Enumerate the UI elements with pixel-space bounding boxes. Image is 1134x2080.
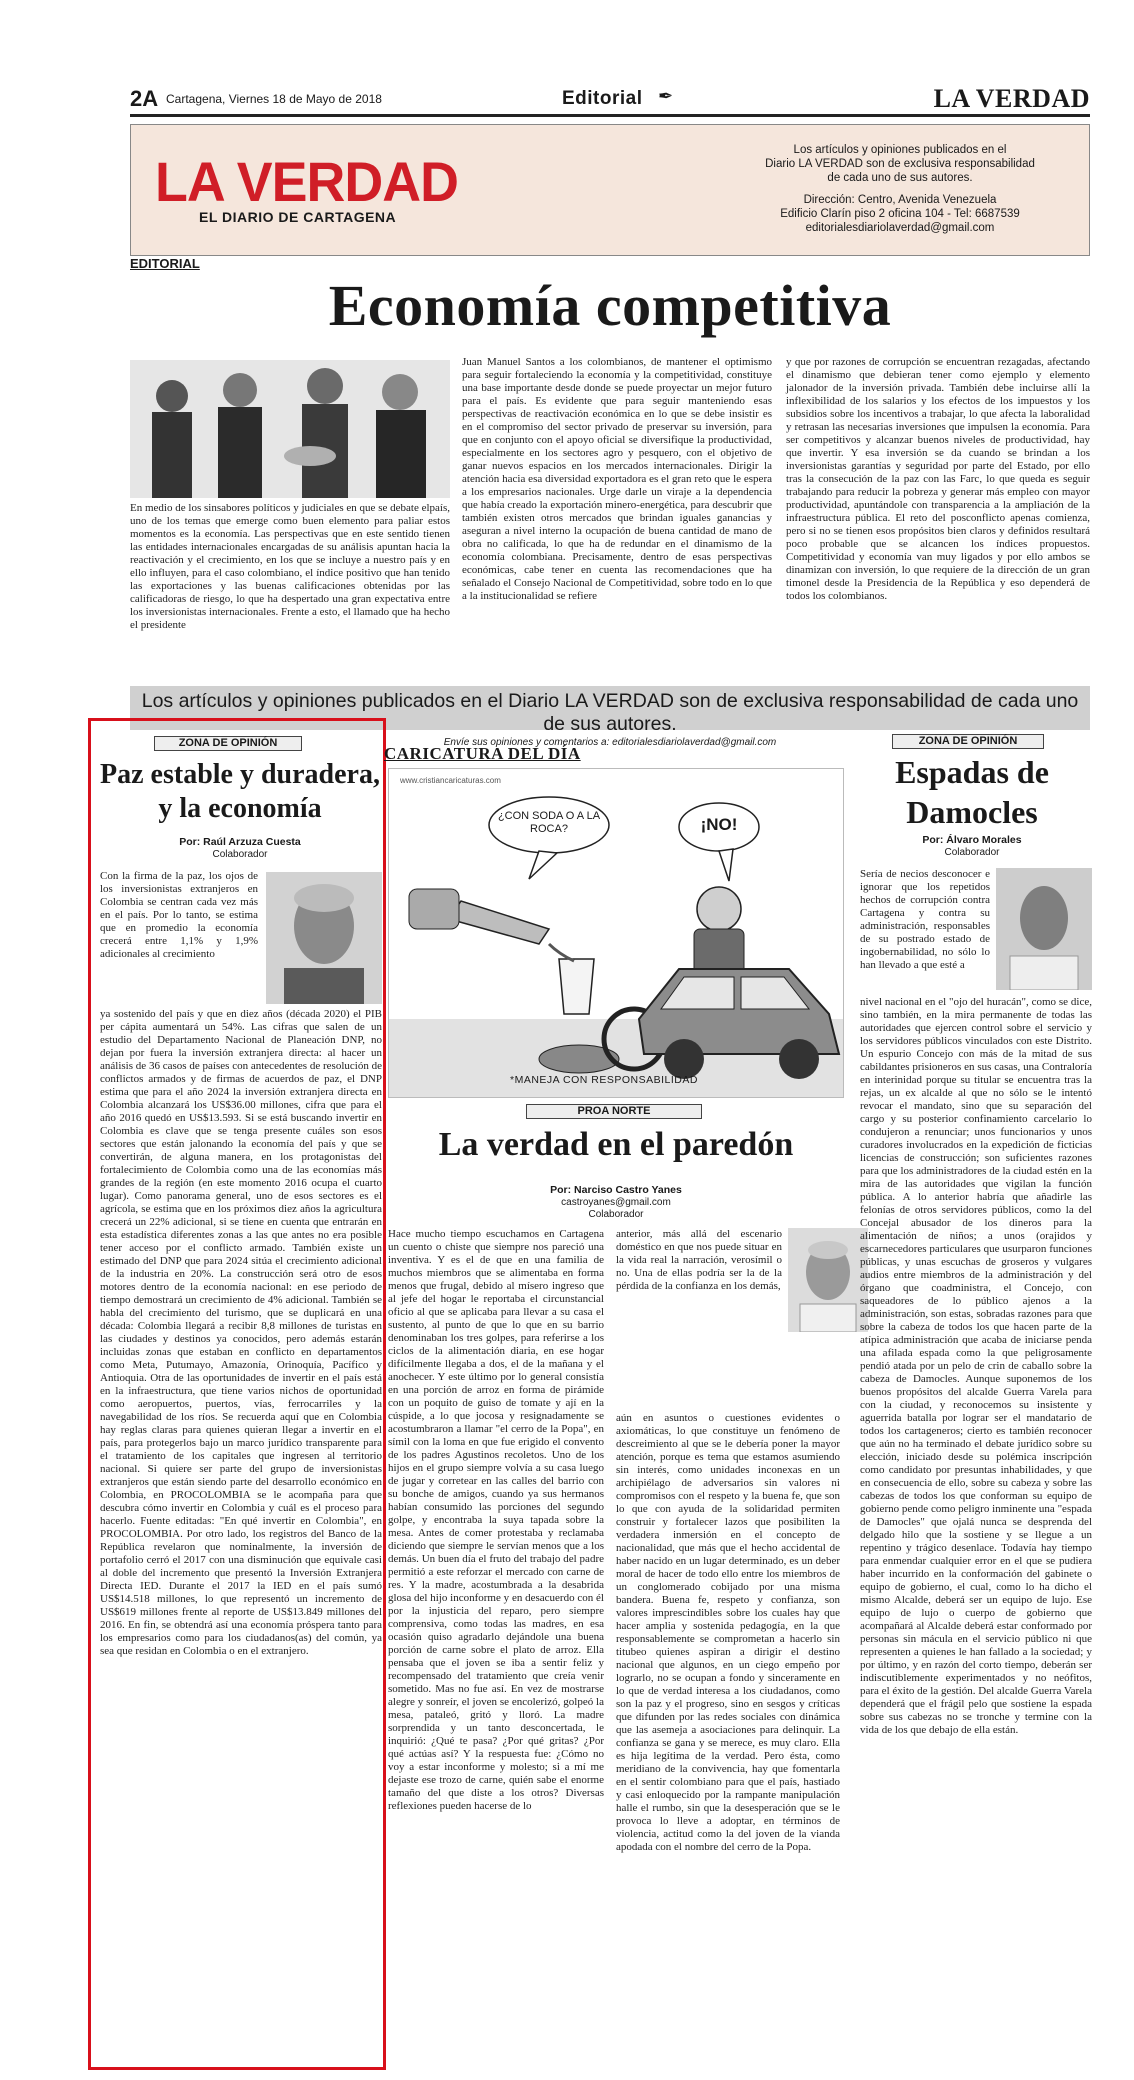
author-photo-left: [266, 872, 382, 1004]
address-line: Dirección: Centro, Avenida Venezuela: [803, 194, 997, 206]
section-label-mid: PROA NORTE: [526, 1104, 702, 1119]
opinion-text-mid-col1: Hace mucho tiempo escuchamos en Cartagena un cuento o chiste que siempre nos pareció una inventiva. Y es el de que en una familia de muchos miembros que se alimentaba en forma menos que frugal, debido al mísero ingreso que al jefe del hogar le reportaba el circunstancial oficio al que se aplicaba para llevar a su casa el sustento, al punto de que lo que en su barrio denominaban los tres golpes, para referirse a los ciclos de la alimentación diaria, en ese hogar difícilmente llegaba a dos, el de la mañana y el anochecer. Y este último por lo general consistía en una porción de arroz en forma de pirámide con un poquito de guiso de tomate y ají en la cúspide, a lo que jocosa y resignadamente se acostumbraron a llamar "el cerro de la Popa", en símil con la loma en que fue erigido el convento de los padres Agustinos recoletos. Uno de los hijos en el grupo siempre volvía a su casa luego de jugar y corretear en las calles del barrio con su bonche de amigos, cuando ya sus hermanos habían consumido las porciones del segundo golpe, y encontraba la suya tapada sobre la mesa. Antes de comer protestaba y reclamaba diciendo que siempre le servían menos que a los demás. Un buen día el fruto del trabajo del padre permitió a este reforzar el mercado con carne de res. Y la madre, acostumbrada a la desabrida glosa del hijo inconforme y en desacuerdo con él por la injusticia del reparo, pero siempre comprensiva, como todas las madres, en esa ocasión quiso agradarlo dejándole una buena porción de carne sobre el plato de arroz. Ella pensaba que el joven se iba a sentir feliz y recompensado del tratamiento que creía venir sometido. Mas no fue así. En vez de mostrarse alegre y sonreír, el joven se encolerizó, golpeó la mesa, pataleó, gritó y lloró. La madre sorprendida y un tanto desconcertada, le inquirió: ¿Qué te pasa? ¿Por qué gritas? ¿Por qué actúas así? Y la respuesta fue: ¿Cómo no voy a estar inconforme y molesto; si a mí me dejaste ese trozo de carne, quién sabe el enorme tamaño del que diste a los otros? Diversas reflexiones pueden hacerse de lo: [388, 1228, 604, 1812]
publication-name: LA VERDAD: [933, 84, 1090, 113]
disclaimer-line: de cada uno de sus autores.: [827, 172, 973, 184]
cartoon-caption: *MANEJA CON RESPONSABILIDAD: [510, 1074, 698, 1086]
editorial-column-1: En medio de los sinsabores políticos y judiciales en que se debate elpaís, uno de los temas que emerge como buen elemento para paliar estos momentos es la economía. Las perspectivas que en este sentido tienen las entidades internacionales encargadas de su análisis apuntan hacia la reactivación y el crecimiento, en los que se incluye a nuestro país y en ello influyen, para el caso colombiano, el índice positivo que han tenido las exportaciones y las buenas calificaciones obtenidas por las calificadoras de riesgo, lo que ha despertado una gran expectativa entre los inversionistas internacionales. Frente a esto, el llamado que ha hecho el presidente: [130, 502, 450, 631]
section-label-left: ZONA DE OPINIÓN: [154, 736, 302, 751]
cartoon-url: www.cristiancaricaturas.com: [400, 776, 501, 785]
newspaper-logo: LA VERDAD: [155, 150, 458, 213]
opinion-text-left-intro: Con la firma de la paz, los ojos de los inversionistas extranjeros en Colombia se centran cada vez más en el país. Por lo tanto, se estima que en promedio la economía crecerá entre 1,1% y 1,9% adicionales al crecimiento: [100, 870, 258, 960]
author-role: Colaborador: [212, 849, 268, 860]
opinion-text-mid-col2: aún en asuntos o cuestiones evidentes o axiomáticas, lo que constituye un fenómeno de descreimiento al que se le debería poner la mayor atención, porque es tema que estamos asumiendo sin interés, como unidades inconexas en un archipiélago de adversarios sin valores ni compromisos con el respeto y la buena fe, que son lo que con ayuda de la solidaridad permiten construir y fortalecer lazos que posibiliten la verdadera inmersión en el concepto de nacionalidad, que más que el hecho accidental de haber nacido en un lugar determinado, es un deber moral de hacer de todo ello entre los miembros de un conglomerado cobijado por una misma bandera. Buena fe, respeto y confianza, son valores imprescindibles sobre los cuales hay que hacer amplia y sostenida pedagogía, en la que responsablemente se comprometan a hacerlo sin titubeo quienes aspiran a dirigir el destino nacional que algunos, en un ciego empeño por lograrlo, no se ocupan a fondo y sinceramente en lo que de verdad interesa a los ciudadanos, como son la paz y el progreso, sino en sesgos y críticas que difunden por las redes sociales con dinámica que las asemeja a asociaciones para delinquir. La confianza se gana y se merece, es muy claro. Ella es hija legítima de la verdad. Pero ésta, como meridiano de la convivencia, hay que fomentarla en el sentir colombiano para que el país, hastiado y casi enloquecido por la rampante manipulación halle el rumbo, sin que la desesperación que se le provoca lo lleve a adoptar, en términos de violencia, actitud como la del joven de la vianda apodada con el nombre del cerro de la Popa.: [616, 1412, 840, 1853]
section-label-right: ZONA DE OPINIÓN: [892, 734, 1044, 749]
opinion-title-right: Espadas de Damocles: [895, 754, 1049, 830]
opinion-text-mid-intro: anterior, más allá del escenario doméstico en que nos puede situar en la vida real la narración, verosímil o no. Una de ellas podría ser la de la pérdida de la confianza en los demás,: [616, 1228, 782, 1292]
opinion-text-right: nivel nacional en el "ojo del huracán", como se dice, sino también, en la mira permanente de todas las autoridades que ejercen control sobre el servicio y los servidores públicos vinculados con este Distrito. Un espurio Concejo con más de la mitad de sus cabildantes prisioneros en sus casas, una Contraloría en interinidad porque su titular se encuentra tras la rejas, un ex alcalde al que no sólo se le intentó revocar el mandato, sino que su separación del cargo y su posterior confinamiento carcelario lo condujeron a renunciar; unos funcionarios y unos curadores involucrados en la expedición de ficticias licencias de construcción; son suficientes razones para que los administradores de la ciudad estén en la mira de las autoridades que vigilan la función pública. A lo anterior habría que añadirle las felonías de otros servidores públicos, como la del Concejal abusador de los dineros para la alimentación de niños; a unos (orajidos y escarnecedores particulares que usurparon funciones públicas, y unas escuchas de groseros y vulgares audios entre miembros de la administración y del órgano que coadministra, el Concejo, con saqueadores de lo público ajenos a la administración, son estas, sobradas razones para que sobre la cabeza de todos los que hacen parte de la atípica administración que acaba de iniciarse penda una afilada espada como la que peligrosamente pendió atada por un pelo de crin de caballo sobre la cabeza de Damocles. Aunque suponemos de los buenos propósitos del alcalde Guerra Varela para con la ciudad, y reconocemos su insistente y aguerrida batalla por lograr ser el mandatario de todos los cartageneros; cierto es también reconocer que aún no ha terminado el debate jurídico sobre su elección, iniciado desde su polémica inscripción como candidato por presuntas inhabilidades, y que en consecuencia de ello, sobre su cabeza y sobre las cabezas de todos los que conforman su equipo de gobierno pende como peligro inminente una "espada de Damocles" que ojalá nunca se desprenda del delgado hilo que la sostiene y se llegue a un repentino y trágico desenlace. Todavía hay tiempo para enmendar cualquier error en el que se pudiera haber incurrido en la conformación del gabinete o equipo de gobierno, el cual, como lo ha dicho el mismo Alcalde, deberá ser un equipo de lujo. Ese equipo de lujo o cuerpo de gobierno que acompañará al Alcalde deberá estar conformado por personas sin mácula en el servicio público ni que representen a quienes le han fallado a la sociedad; y por último, y en razón del corto tiempo, deberán ser indiscutiblemente experimentados y no neófitos, para el éxito de la gestión. Del alcalde Guerra Varela dependerá que el frágil pelo que sostiene la espada sobre sus cabezas no se tronche y termine con la vida de los que debajo de ella están.: [860, 996, 1092, 1736]
section-name: Editorial: [562, 88, 643, 109]
opinion-text-left: ya sostenido del país y que en diez años (década 2020) el PIB per cápita aumentará un 54%. Las cifras que salen de un estudio del Departamento Nacional de Planeación DNP, no dejan por fuera la inversión extranjera directa: al hacer un análisis de 36 casos de países con antecedentes de resolución de conflictos armados y de firmas de acuerdos de paz, el DNP estima que para el año 2024 la inversión extranjera directa en Colombia alcanzará los US$36.00 millones, cifra que para el año 2016 quedó en US$13.593. Si se está buscando invertir en Colombia es clave que se tenga presente cuáles son esos sectores que están jalonando la economía del país y que se convertirán, de alguna manera, en los protagonistas del fortalecimiento de Colombia como una de las economías más grandes de la región (en este momento 2016 ocupa el cuarto lugar). Como panorama general, uno de esos sectores es el agrícola, se estima que en los próximos diez años la agricultura crecerá un 22% adicional, si se tiene en cuenta que entrarán en esta estadística diferentes zonas a las que antes no era posible tener acceso por el conflicto armado. También existe un estimado del DNP que para 2024 sitúa el crecimiento adicional de la industria en 20%. La construcción será otro de esos motores dentro de la economía nacional: en ese periodo de tiempo demostrará un crecimiento de 4% adicional. También se habla del crecimiento del turismo, que se duplicará en una década: Colombia llegará a recibir 8,8 millones de turistas en las ciudades y destinos ya conocidos, pero además estarán incluidas zonas que estaban en conflicto en departamentos como Meta, Putumayo, Amazonía, Orinoquía, Pacífico y Antioquia. Otra de las oportunidades de invertir en el país está en la infraestructura, que tiene varios nichos de oportunidad como aeropuertos, puertos, vías, ferrocarriles y la navegabilidad de los ríos. Se recuerda aquí que en Colombia hay reglas claras para quienes quieran llegar a invertir en el país, para protegerlos bajo un marco jurídico transparente para el tratamiento de los capitales que ingresen al territorio nacional. Si quiere ser parte del grupo de inversionistas extranjeros que están siendo parte del desarrollo económico en Colombia, en PROCOLOMBIA se le acompaña para que descubra cómo invertir en Colombia y cuál es el proceso para hacerlo. Fuente editadas: "En qué invertir en Colombia", en PROCOLOMBIA. Por otro lado, los registros del Banco de la República revelaron que nominalmente, la inversión de portafolio cerró el 2017 con una disminución que equivale casi al doble del incremento que presentó la Inversión Extranjera Directa IED. Durante el 2017 la IED en el país sumó US$14.518 millones, lo que representó un incremento de US$619 millones frente al reporte de US$13.849 millones del 2016. En fin, se obtendrá así una economía próspera tanto para los empresarios como para los ciudadanos(as) del común, ya sea que residan en Colombia o en el extranjero.: [100, 1008, 382, 1657]
banner-sub-text: Envíe sus opiniones y comentarios a: editorialesdiariolaverdad@gmail.com: [443, 737, 777, 748]
byline-mid: [388, 1184, 844, 1221]
author-email: castroyanes@gmail.com: [561, 1197, 671, 1208]
editorial-column-3: y que por razones de corrupción se encuentran rezagadas, afectando el dinamismo que debieran tener como ejemplo y elemento jalonador de la inversión privada. También debe incluirse allí la inflexibilidad de los salarios y los efectos de los impuestos y los subsidios sobre los incentivos a trabajar, lo que afecta la laboralidad y retrasan las necesarias inversiones que impulsen la economía. Para ser competitivos y alcanzar buenos niveles de productividad, hay que invertir. Y esa inversión se da cuando se brindan a los inversionistas garantías y seguridad por parte del Estado, por ello tras la consecución de la paz con las Farc, lo que queda es seguir trabajando para reducir la pobreza y generar más empleo con mayor productividad, apuntándole con transparencia a la ampliación de la infraestructura pública. El reto del posconflicto apenas comienza, pero si no se tienen esos propósitos bien claros y definidos resultará poco probable que se alcancen los índices propuestos. Competitividad y economía van muy ligados y por ello ambos se dinamizan con inversión, lo que requiere de la dirección de un gran timonel desde la Presidencia de la República y eso dependerá de todos los colombianos.: [786, 356, 1090, 602]
pen-icon: ✒: [658, 86, 674, 106]
author-photo-mid: [788, 1228, 868, 1332]
speech-bubble-2: ¡NO!: [700, 815, 738, 834]
banner-main-text: Los artículos y opiniones publicados en el Diario LA VERDAD son de exclusiva responsabilidad de cada uno de sus autores.: [141, 690, 1079, 735]
author-role: Colaborador: [944, 847, 1000, 858]
author-name: Por: Narciso Castro Yanes: [550, 1184, 682, 1196]
speech-bubble-1: ¿CON SODA O A LA ROCA?: [497, 810, 601, 835]
disclaimer-line: Diario LA VERDAD son de exclusiva responsabilidad: [765, 158, 1035, 170]
author-role: Colaborador: [588, 1209, 644, 1220]
disclaimer-line: Los artículos y opiniones publicados en el: [793, 144, 1007, 156]
dateline: Cartagena, Viernes 18 de Mayo de 2018: [166, 92, 382, 106]
cartoon-label: CARICATURA DEL DÍA: [384, 744, 581, 763]
address-line: Edificio Clarín piso 2 oficina 104 - Tel: 6687539: [780, 208, 1020, 220]
author-photo-right: [996, 868, 1092, 990]
editorial-headline: Economía competitiva: [328, 273, 892, 338]
author-name: Por: Raúl Arzuza Cuesta: [179, 836, 301, 848]
masthead-info: [735, 143, 1065, 235]
page-number: 2A: [130, 86, 159, 111]
byline-left: [100, 836, 380, 861]
opinion-title-left: Paz estable y duradera, y la economía: [100, 759, 380, 824]
newspaper-tagline: EL DIARIO DE CARTAGENA: [199, 209, 397, 225]
editorial-column-2: Juan Manuel Santos a los colombianos, de mantener el optimismo para seguir fortaleciendo la economía y la competitividad, constituye una base importante desde donde se puede proyectar un mejor futuro para el país. Es evidente que para seguir manteniendo esas perspectivas de reactivación económica en lo que se debe insistir es en el compromiso del sector privado de preservar su inversión, para que en conjunto con el apoyo oficial se diversifique la productividad, especialmente en los sectores agro y pesquero, con el objetivo de ganar nuevos espacios en los mercados internacionales. Dirigir la atención hacia esa diversidad exportadora es el gran reto que le espera a los empresarios nacionales. Urge darle un viraje a la dependencia que había creado la exportación minero-energética, para descubrir que también existen otros mercados que brindan iguales ganancias y aseguran a nivel interno la ocupación de buena cantidad de mano de obra no calificada, lo que ha de redundar en el dinamismo de la economía colombiana. Precisamente, dentro de esas perspectivas económicas, cabe tener en cuenta las recomendaciones que ha señalado el Consejo Nacional de Competitividad, sobre todo en lo que a la institucionalidad se refiere: [462, 356, 772, 602]
opinion-title-mid: La verdad en el paredón: [438, 1126, 794, 1163]
top-rule: [130, 114, 1090, 117]
opinion-text-right-intro: Sería de necios desconocer e ignorar que los repetidos hechos de corrupción contra Cartagena y contra su administración, responsables de su postrado estado de ingobernabilidad, no sólo lo han llevado a que esté a: [860, 868, 990, 971]
email-line: editorialesdiariolaverdad@gmail.com: [805, 222, 995, 234]
editorial-label: EDITORIAL: [130, 256, 200, 271]
business-people-photo: [130, 360, 450, 498]
masthead: [130, 124, 1090, 256]
cartoon-illustration: [388, 768, 844, 1098]
byline-right: [872, 834, 1072, 859]
running-head: [130, 84, 1090, 112]
author-name: Por: Álvaro Morales: [922, 834, 1022, 846]
